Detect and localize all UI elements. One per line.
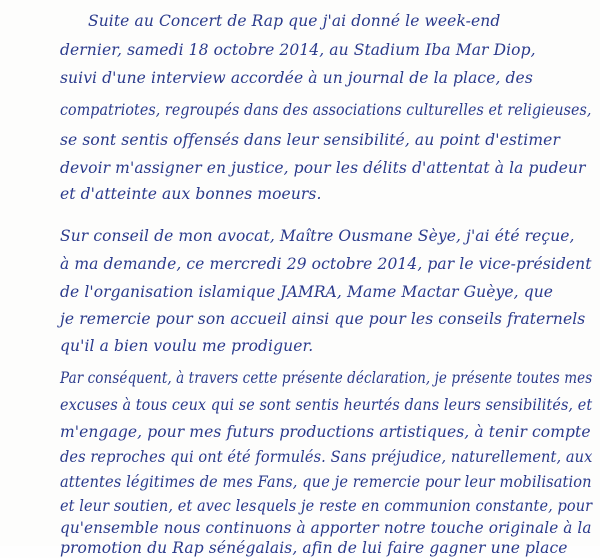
- paragraph-1-line-7: et d'atteinte aux bonnes moeurs.: [60, 185, 322, 203]
- paragraph-1-line-5: se sont sentis offensés dans leur sensibilité, au point d'estimer: [60, 131, 560, 149]
- paragraph-2-line-1: Sur conseil de mon avocat, Maître Ousmane Sèye, j'ai été reçue,: [60, 227, 575, 245]
- paragraph-3-line-2: excuses à tous ceux qui se sont sentis heurtés dans leurs sensibilités, et: [60, 396, 593, 414]
- paragraph-3-line-1: Par conséquent, à travers cette présente déclaration, je présente toutes mes: [60, 369, 593, 387]
- paragraph-2-line-3: de l'organisation islamique JAMRA, Mame Mactar Guèye, que: [60, 283, 554, 301]
- paragraph-3-line-6: et leur soutien, et avec lesquels je reste en communion constante, pour: [60, 497, 593, 515]
- paragraph-1-line-1: Suite au Concert de Rap que j'ai donné le week-end: [88, 12, 501, 30]
- paragraph-3-line-8: promotion du Rap sénégalais, afin de lui faire gagner une place: [60, 539, 568, 557]
- paragraph-3-line-3: m'engage, pour mes futurs productions artistiques, à tenir compte: [60, 423, 591, 441]
- paragraph-1-line-4: compatriotes, regroupés dans des associations culturelles et religieuses,: [60, 101, 592, 119]
- paragraph-1-line-2: dernier, samedi 18 octobre 2014, au Stadium Iba Mar Diop,: [60, 41, 536, 59]
- paragraph-3-line-4: des reproches qui ont été formulés. Sans préjudice, naturellement, aux: [60, 448, 593, 466]
- paragraph-1-line-3: suivi d'une interview accordée à un journal de la place, des: [60, 69, 533, 87]
- paragraph-3-line-7: qu'ensemble nous continuons à apporter notre touche originale à la: [60, 519, 592, 537]
- paragraph-1-line-6: devoir m'assigner en justice, pour les délits d'attentat à la pudeur: [60, 159, 586, 177]
- paragraph-3-line-5: attentes légitimes de mes Fans, que je remercie pour leur mobilisation: [60, 473, 592, 491]
- paragraph-2-line-4: je remercie pour son accueil ainsi que pour les conseils fraternels: [60, 310, 586, 328]
- paragraph-2-line-2: à ma demande, ce mercredi 29 octobre 2014, par le vice-président: [60, 255, 592, 273]
- paragraph-2-line-5: qu'il a bien voulu me prodiguer.: [60, 337, 314, 355]
